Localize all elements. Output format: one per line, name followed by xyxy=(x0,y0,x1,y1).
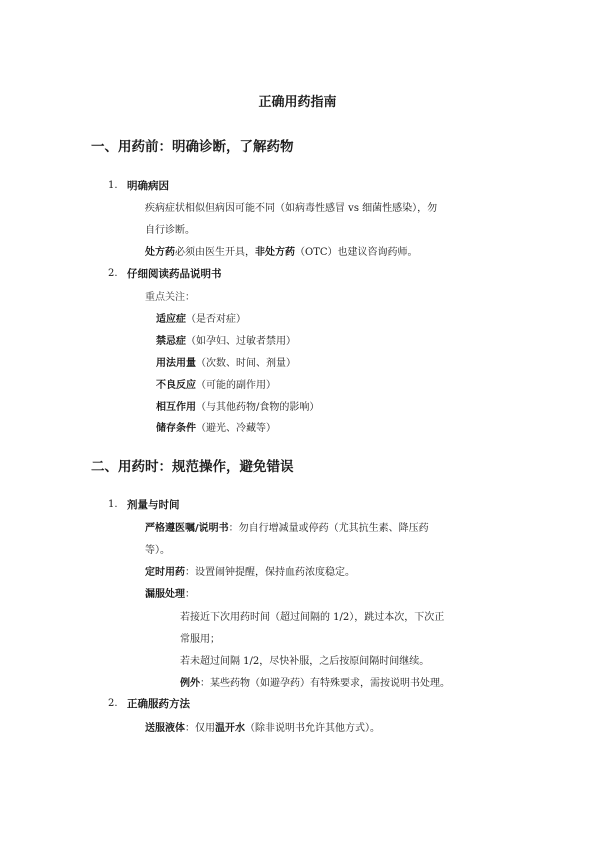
item-number: 2. xyxy=(108,698,118,709)
paragraph-liquid: 送服液体：仅用温开水（除非说明书允许其他方式）。 xyxy=(145,723,380,734)
key-point-side-effects: 不良反应（可能的副作用） xyxy=(156,380,276,391)
section-2-heading: 二、用药时：规范操作，避免错误 xyxy=(91,459,294,475)
paragraph-timed-dosing: 定时用药：设置闹钟提醒，保持血药浓度稳定。 xyxy=(145,567,355,578)
missed-dose-rule-1-line-1: 若接近下次用药时间（超过间隔的 1/2），跳过本次，下次正 xyxy=(180,612,445,623)
paragraph-follow-instructions-line-1: 严格遵医嘱/说明书：勿自行增减量或停药（尤其抗生素、降压药 xyxy=(145,523,429,534)
key-point-storage: 储存条件（避光、冷藏等） xyxy=(156,423,276,434)
missed-dose-rule-1-line-2: 常服用； xyxy=(180,634,220,645)
item-title-how-to-take: 正确服药方法 xyxy=(127,698,190,710)
section-1-heading: 一、用药前：明确诊断，了解药物 xyxy=(91,139,294,155)
paragraph-missed-dose: 漏服处理： xyxy=(145,589,195,600)
page-title: 正确用药指南 xyxy=(258,95,337,110)
bold-term-prescription: 处方药 xyxy=(145,247,175,258)
key-point-dosage: 用法用量（次数、时间、剂量） xyxy=(156,358,296,369)
missed-dose-exception: 例外：某些药物（如避孕药）有特殊要求，需按说明书处理。 xyxy=(180,678,450,689)
item-title-read-label: 仔细阅读药品说明书 xyxy=(127,268,222,280)
missed-dose-rule-2: 若未超过间隔 1/2，尽快补服，之后按原间隔时间继续。 xyxy=(180,656,430,667)
item-title-dose-time: 剂量与时间 xyxy=(127,499,180,511)
bold-term-otc: 非处方药 xyxy=(255,247,295,258)
item-number: 1. xyxy=(108,499,118,510)
paragraph-diagnosis-line-2: 自行诊断。 xyxy=(145,225,195,236)
key-points-intro: 重点关注： xyxy=(145,292,195,303)
key-point-contraindications: 禁忌症（如孕妇、过敏者禁用） xyxy=(156,336,296,347)
item-number: 2. xyxy=(108,268,118,279)
key-point-indications: 适应症（是否对症） xyxy=(156,314,246,325)
key-point-interactions: 相互作用（与其他药物/食物的影响） xyxy=(156,402,320,413)
paragraph-diagnosis-line-1: 疾病症状相似但病因可能不同（如病毒性感冒 vs 细菌性感染），勿 xyxy=(145,203,438,214)
item-number: 1. xyxy=(108,180,118,191)
paragraph-prescription: 处方药必须由医生开具，非处方药（OTC）也建议咨询药师。 xyxy=(145,247,418,258)
paragraph-follow-instructions-line-2: 等）。 xyxy=(145,545,170,556)
item-title-identify-cause: 明确病因 xyxy=(127,180,169,192)
